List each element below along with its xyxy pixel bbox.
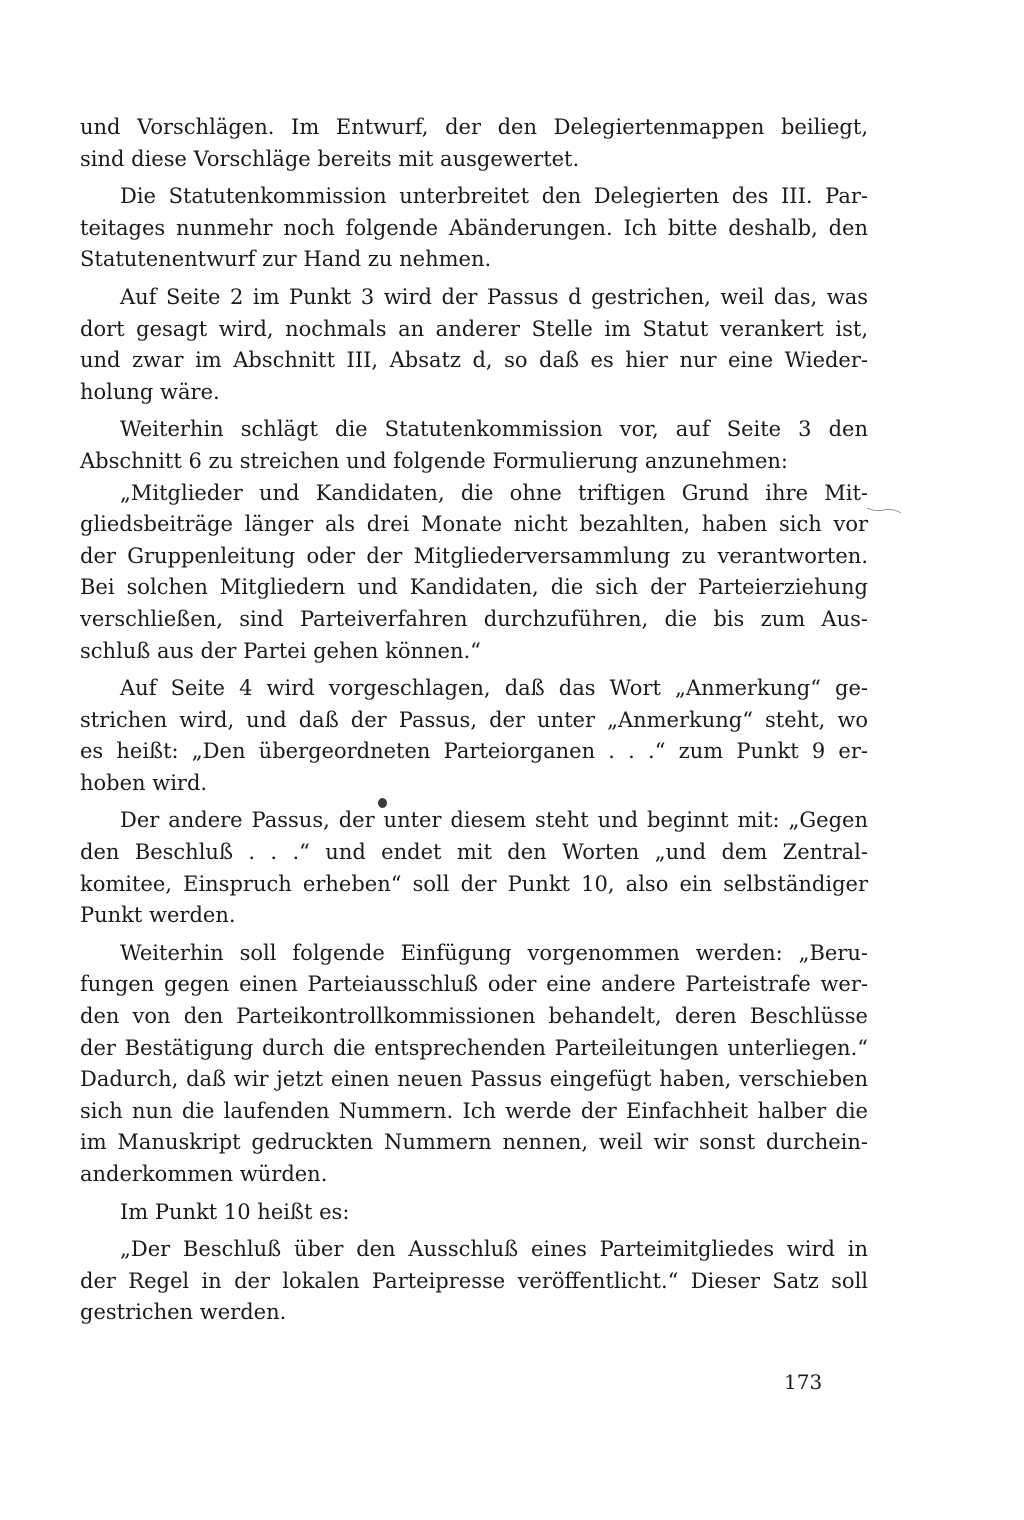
paragraph bbox=[80, 282, 868, 408]
text-line: „Mitglieder und Kandidaten, die ohne triftigen Grund ihre Mit- bbox=[120, 480, 868, 505]
text-line: Abschnitt 6 zu streichen und folgende Formulierung anzunehmen: bbox=[80, 448, 788, 473]
text-line: Weiterhin soll folgende Einfügung vorgenommen werden: „Beru- bbox=[120, 940, 868, 965]
text-line: Statutenentwurf zur Hand zu nehmen. bbox=[80, 247, 492, 272]
text-line: Im Punkt 10 heißt es: bbox=[120, 1199, 350, 1224]
text-line: Auf Seite 4 wird vorgeschlagen, daß das Wort „Anmerkung“ ge- bbox=[120, 676, 868, 701]
text-line: der Bestätigung durch die entsprechenden Parteileitungen unterliegen.“ bbox=[80, 1035, 868, 1060]
text-line: den Beschluß . . .“ und endet mit den Worten „und dem Zentral- bbox=[80, 840, 868, 865]
text-line: schluß aus der Partei gehen können.“ bbox=[80, 638, 481, 663]
paragraph bbox=[80, 414, 868, 667]
paragraph bbox=[80, 673, 868, 799]
paragraph bbox=[80, 1234, 868, 1329]
text-line: den von den Parteikontrollkommissionen behandelt, deren Beschlüsse bbox=[80, 1004, 868, 1029]
text-line: Weiterhin schlägt die Statutenkommission vor, auf Seite 3 den bbox=[120, 417, 868, 442]
ink-spot bbox=[378, 798, 387, 808]
text-line: der Gruppenleitung oder der Mitgliederversammlung zu verantworten. bbox=[80, 543, 868, 568]
body-text bbox=[80, 112, 868, 1335]
text-line: verschließen, sind Parteiverfahren durchzuführen, die bis zum Aus- bbox=[80, 606, 868, 631]
text-line: sich nun die laufenden Nummern. Ich werde der Einfachheit halber die bbox=[80, 1098, 868, 1123]
text-line: Bei solchen Mitgliedern und Kandidaten, die sich der Parteierziehung bbox=[80, 575, 868, 600]
pencil-mark bbox=[866, 504, 902, 516]
text-line: dort gesagt wird, nochmals an anderer Stelle im Statut verankert ist, bbox=[80, 316, 868, 341]
text-line: es heißt: „Den übergeordneten Parteiorganen . . .“ zum Punkt 9 er- bbox=[80, 739, 868, 764]
text-line: „Der Beschluß über den Ausschluß eines Parteimitgliedes wird in bbox=[120, 1237, 868, 1262]
text-line: gliedsbeiträge länger als drei Monate nicht bezahlten, haben sich vor bbox=[80, 512, 868, 537]
text-line: sind diese Vorschläge bereits mit ausgewertet. bbox=[80, 146, 580, 171]
paragraph bbox=[80, 1197, 868, 1229]
paragraph bbox=[80, 181, 868, 276]
text-line: anderkommen würden. bbox=[80, 1162, 328, 1186]
text-line: Dadurch, daß wir jetzt einen neuen Passus eingefügt haben, verschieben bbox=[80, 1067, 868, 1092]
text-line: und zwar im Abschnitt III, Absatz d, so daß es hier nur eine Wieder- bbox=[80, 348, 868, 373]
text-line: holung wäre. bbox=[80, 379, 220, 404]
page-number: 173 bbox=[784, 1370, 823, 1394]
text-line: komitee, Einspruch erheben“ soll der Punkt 10, also ein selbständiger bbox=[80, 871, 868, 896]
paragraph bbox=[80, 805, 868, 931]
text-line: gestrichen werden. bbox=[80, 1300, 287, 1325]
paragraph bbox=[80, 938, 868, 1191]
text-line: Auf Seite 2 im Punkt 3 wird der Passus d gestrichen, weil das, was bbox=[120, 284, 868, 309]
text-line: Der andere Passus, der unter diesem steht und beginnt mit: „Gegen bbox=[120, 808, 868, 833]
paragraph bbox=[80, 112, 868, 175]
text-line: strichen wird, und daß der Passus, der unter „Anmerkung“ steht, wo bbox=[80, 707, 868, 732]
text-line: Punkt werden. bbox=[80, 903, 236, 928]
text-line: der Regel in der lokalen Parteipresse veröffentlicht.“ Dieser Satz soll bbox=[80, 1268, 868, 1293]
text-line: hoben wird. bbox=[80, 770, 208, 795]
text-line: fungen gegen einen Parteiausschluß oder eine andere Parteistrafe wer- bbox=[80, 972, 868, 997]
text-line: Die Statutenkommission unterbreitet den Delegierten des III. Par- bbox=[120, 184, 868, 209]
text-line: teitages nunmehr noch folgende Abänderungen. Ich bitte deshalb, den bbox=[80, 215, 868, 240]
text-line: im Manuskript gedruckten Nummern nennen, weil wir sonst durchein- bbox=[80, 1130, 868, 1155]
text-line: und Vorschlägen. Im Entwurf, der den Delegiertenmappen beiliegt, bbox=[80, 115, 868, 139]
